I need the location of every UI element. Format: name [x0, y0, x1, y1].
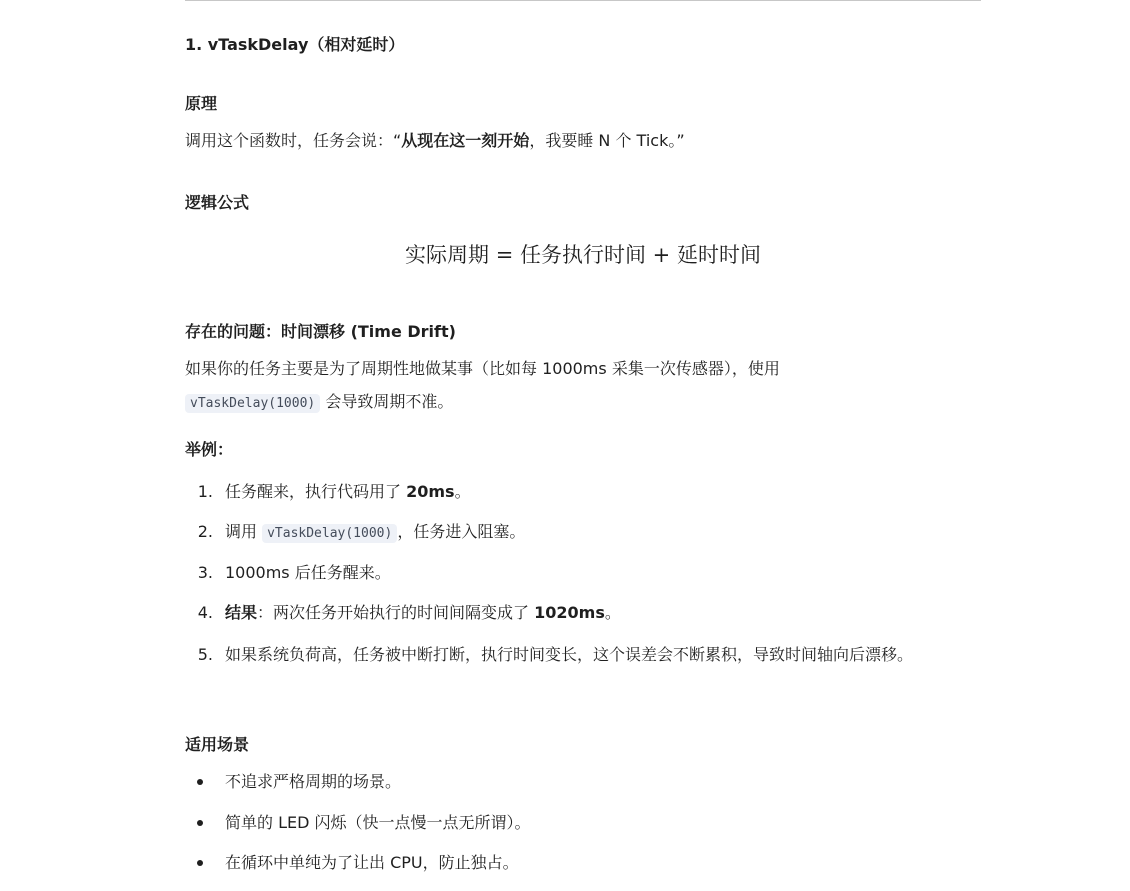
list-item-body — [225, 518, 981, 548]
bullet-icon — [197, 820, 203, 826]
list-number: 3. — [197, 563, 213, 582]
inline-code: vTaskDelay(1000) — [185, 394, 320, 413]
principle-text-after: ，我要睡 N 个 Tick。” — [529, 131, 685, 150]
example-heading: 举例： — [185, 440, 234, 459]
list-number: 5. — [197, 645, 213, 664]
formula-display: 实际周期 = 任务执行时间 + 延时时间 — [405, 243, 761, 267]
list-bold: 结果 — [225, 603, 258, 622]
section-title: 1. vTaskDelay（相对延时） — [185, 35, 405, 54]
list-item-body: 不追求严格周期的场景。 — [225, 772, 402, 791]
list-text: ：两次任务开始执行的时间间隔变成了 — [257, 603, 535, 622]
list-item-body — [225, 599, 981, 627]
principle-heading: 原理 — [185, 94, 218, 113]
list-text: 。 — [454, 482, 471, 501]
problem-line-2-text: 会导致周期不准。 — [320, 392, 454, 411]
use-cases-heading: 适用场景 — [185, 735, 250, 754]
list-item-body: 在循环中单纯为了让出 CPU，防止独占。 — [225, 853, 519, 872]
problem-line-1: 如果你的任务主要是为了周期性地做某事（比如每 1000ms 采集一次传感器），使用 — [185, 359, 780, 378]
list-bold: 1020ms — [534, 603, 605, 622]
bullet-icon — [197, 860, 203, 866]
list-text: 调用 — [225, 522, 263, 541]
list-item-body: 1000ms 后任务醒来。 — [225, 563, 391, 582]
list-number: 2. — [197, 522, 213, 541]
principle-text-before: 调用这个函数时，任务会说：“ — [185, 131, 402, 150]
list-item-body — [225, 478, 981, 506]
list-number: 4. — [197, 603, 213, 622]
list-number: 1. — [197, 482, 213, 501]
bullet-icon — [197, 779, 203, 785]
principle-text — [185, 127, 685, 155]
problem-heading: 存在的问题：时间漂移 (Time Drift) — [185, 322, 456, 341]
list-item-body: 简单的 LED 闪烁（快一点慢一点无所谓）。 — [225, 813, 531, 832]
list-item-body: 如果系统负荷高，任务被中断打断，执行时间变长，这个误差会不断累积，导致时间轴向后漂移。 — [225, 645, 914, 664]
list-bold: 20ms — [406, 482, 455, 501]
problem-line-2 — [185, 388, 453, 418]
principle-text-bold: 从现在这一刻开始 — [401, 131, 530, 150]
formula-heading: 逻辑公式 — [185, 193, 250, 212]
inline-code: vTaskDelay(1000) — [262, 524, 397, 543]
list-text: 。 — [604, 603, 621, 622]
list-text: 任务醒来，执行代码用了 — [225, 482, 407, 501]
list-text: ，任务进入阻塞。 — [397, 522, 526, 541]
section-divider — [185, 0, 981, 1]
